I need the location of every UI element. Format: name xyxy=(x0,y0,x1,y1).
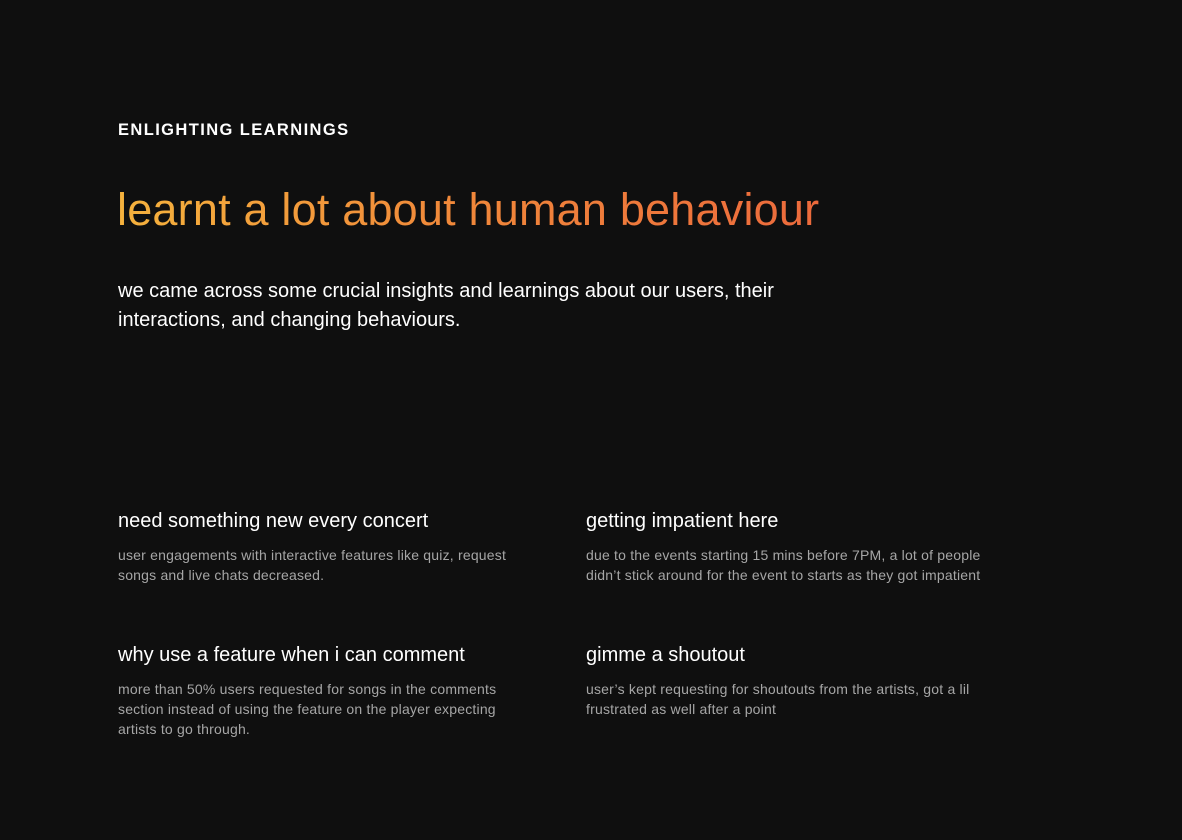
intro-paragraph: we came across some crucial insights and learnings about our users, their interactions, and changing behaviours. xyxy=(118,280,774,331)
learning-description: user engagements with interactive features like quiz, request songs and live chats decreased. xyxy=(118,547,507,583)
learning-title: need something new every concert xyxy=(118,510,429,532)
learning-description: due to the events starting 15 mins before 7PM, a lot of people didn’t stick around for the event to starts as they got impatient xyxy=(586,547,981,583)
learning-title: gimme a shoutout xyxy=(586,644,745,666)
learning-card xyxy=(118,642,538,739)
learning-card xyxy=(586,508,1006,585)
page-title: learnt a lot about human behaviour xyxy=(117,182,819,238)
learning-description: user’s kept requesting for shoutouts from the artists, got a lil frustrated as well after a point xyxy=(586,681,970,717)
learning-description: more than 50% users requested for songs in the comments section instead of using the feature on the player expecting artists to go through. xyxy=(118,681,497,737)
section-eyebrow: ENLIGHTING LEARNINGS xyxy=(118,121,350,139)
learning-card xyxy=(118,508,538,585)
learning-title: getting impatient here xyxy=(586,510,779,532)
learning-title: why use a feature when i can comment xyxy=(118,644,465,666)
learning-card xyxy=(586,642,1006,719)
